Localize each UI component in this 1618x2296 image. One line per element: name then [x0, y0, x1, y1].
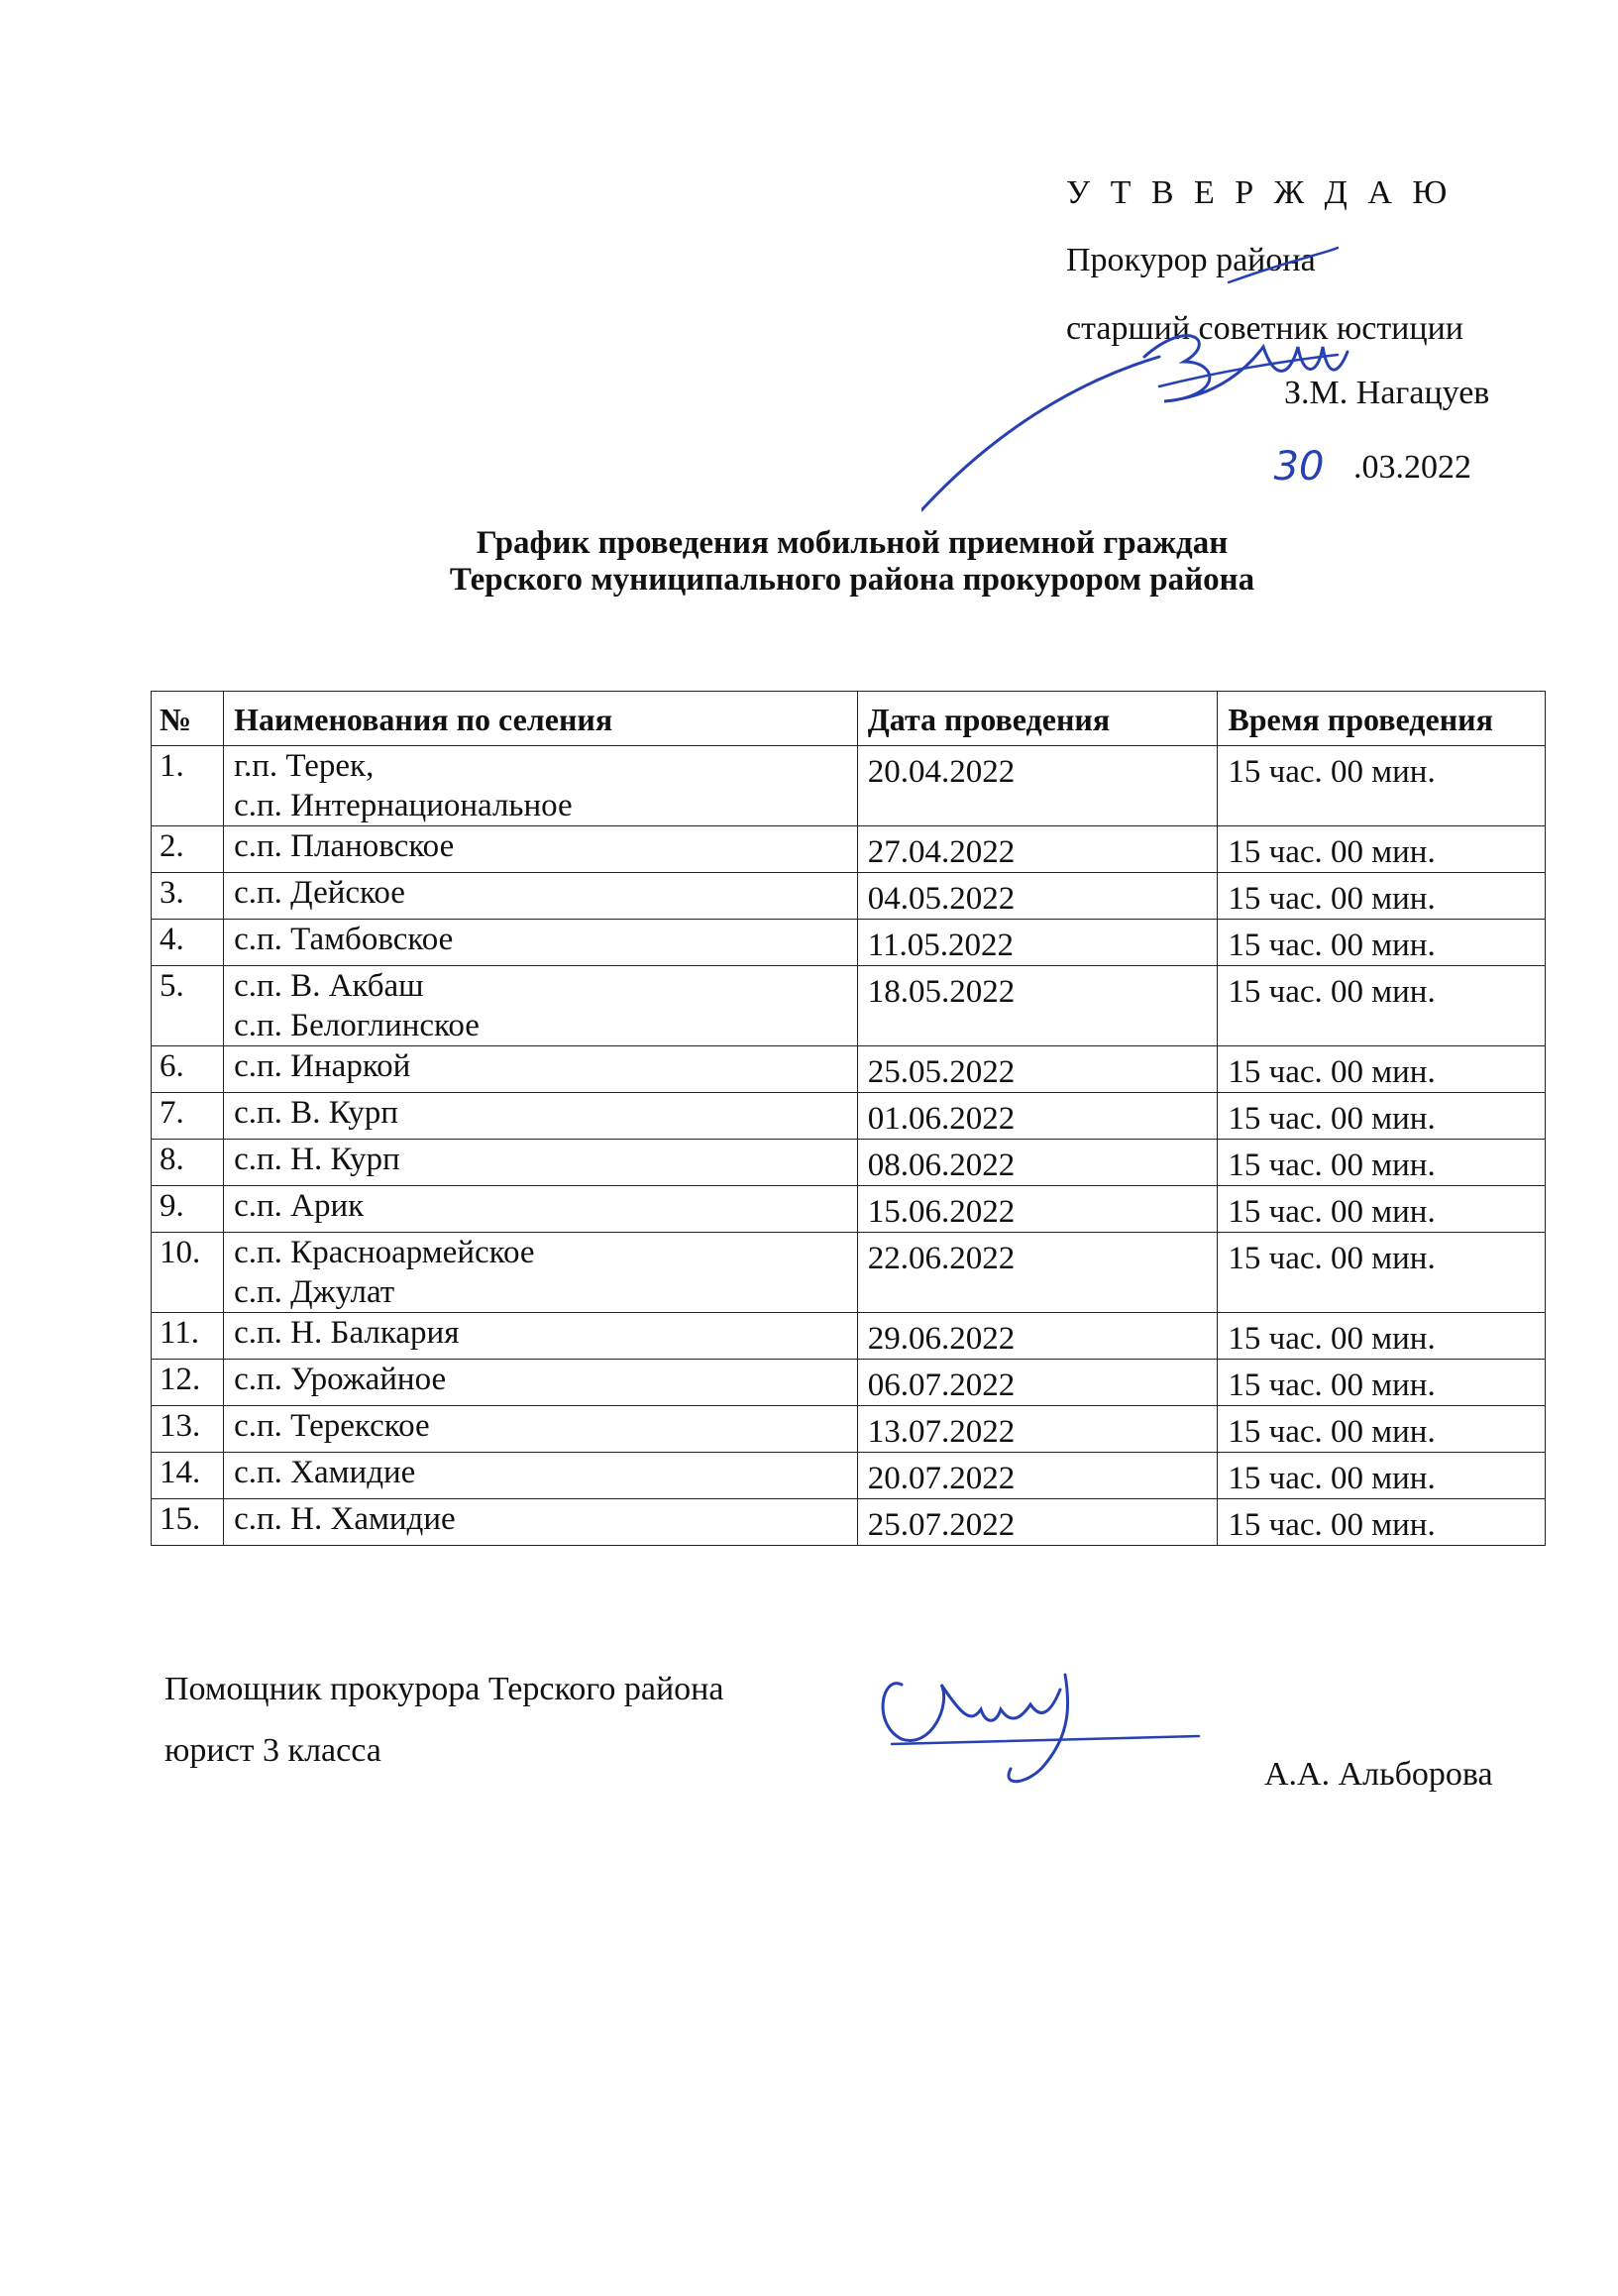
row-number: 5.	[152, 966, 224, 1046]
settlement-name-secondary: с.п. Белоглинское	[234, 1008, 480, 1043]
row-settlement	[224, 1406, 858, 1453]
table-row	[152, 1046, 1546, 1093]
row-settlement	[224, 920, 858, 966]
row-number: 9.	[152, 1186, 224, 1233]
row-settlement	[224, 873, 858, 920]
header-num: №	[152, 692, 224, 746]
row-date: 20.04.2022	[857, 746, 1218, 826]
settlement-name: с.п. Терекское	[234, 1408, 430, 1444]
row-date: 15.06.2022	[857, 1186, 1218, 1233]
table-row	[152, 1140, 1546, 1186]
table-row	[152, 920, 1546, 966]
row-number: 1.	[152, 746, 224, 826]
row-date: 08.06.2022	[857, 1140, 1218, 1186]
table-row	[152, 826, 1546, 873]
settlement-name-secondary: с.п. Джулат	[234, 1274, 395, 1310]
document-title	[297, 525, 1407, 599]
settlement-name: с.п. Н. Балкария	[234, 1315, 460, 1351]
row-number: 8.	[152, 1140, 224, 1186]
row-settlement	[224, 966, 858, 1046]
row-number: 14.	[152, 1453, 224, 1499]
settlement-name: с.п. В. Курп	[234, 1095, 398, 1131]
row-settlement	[224, 1313, 858, 1360]
row-time: 15 час. 00 мин.	[1218, 920, 1546, 966]
row-number: 13.	[152, 1406, 224, 1453]
row-time: 15 час. 00 мин.	[1218, 1233, 1546, 1313]
row-number: 12.	[152, 1360, 224, 1406]
row-settlement	[224, 1046, 858, 1093]
approval-heading: У Т В Е Р Ж Д А Ю	[1066, 174, 1454, 211]
table-row	[152, 1093, 1546, 1140]
table-row	[152, 1499, 1546, 1546]
row-number: 7.	[152, 1093, 224, 1140]
assistant-rank: юрист 3 класса	[164, 1732, 381, 1769]
settlement-name: с.п. Плановское	[234, 828, 455, 864]
row-number: 10.	[152, 1233, 224, 1313]
row-settlement	[224, 1186, 858, 1233]
row-number: 2.	[152, 826, 224, 873]
table-header-row	[152, 692, 1546, 746]
settlement-name: с.п. Арик	[234, 1188, 365, 1224]
prosecutor-signature	[921, 238, 1437, 525]
row-settlement	[224, 1499, 858, 1546]
settlement-name: г.п. Терек,	[234, 748, 375, 784]
row-time: 15 час. 00 мин.	[1218, 1140, 1546, 1186]
table-row	[152, 1360, 1546, 1406]
row-date: 29.06.2022	[857, 1313, 1218, 1360]
row-date: 25.05.2022	[857, 1046, 1218, 1093]
row-time: 15 час. 00 мин.	[1218, 1186, 1546, 1233]
settlement-name: с.п. Урожайное	[234, 1362, 447, 1397]
settlement-name: с.п. Н. Хамидие	[234, 1501, 456, 1537]
settlement-name: с.п. В. Акбаш	[234, 968, 424, 1004]
approver-rank: старший советник юстиции	[1066, 310, 1463, 347]
table-row	[152, 966, 1546, 1046]
table-body	[152, 746, 1546, 1546]
row-date: 25.07.2022	[857, 1499, 1218, 1546]
settlement-name: с.п. Красноармейское	[234, 1235, 535, 1270]
table-row	[152, 1453, 1546, 1499]
row-date: 20.07.2022	[857, 1453, 1218, 1499]
row-settlement	[224, 826, 858, 873]
row-date: 11.05.2022	[857, 920, 1218, 966]
row-date: 13.07.2022	[857, 1406, 1218, 1453]
row-number: 4.	[152, 920, 224, 966]
approver-name: З.М. Нагацуев	[1284, 375, 1490, 411]
settlement-name-secondary: с.п. Интернациональное	[234, 788, 573, 823]
row-time: 15 час. 00 мин.	[1218, 1046, 1546, 1093]
row-time: 15 час. 00 мин.	[1218, 1313, 1546, 1360]
row-number: 15.	[152, 1499, 224, 1546]
row-settlement	[224, 1140, 858, 1186]
row-number: 3.	[152, 873, 224, 920]
settlement-name: с.п. Хамидие	[234, 1455, 416, 1490]
row-settlement	[224, 1093, 858, 1140]
row-date: 22.06.2022	[857, 1233, 1218, 1313]
approver-position: Прокурор района	[1066, 242, 1316, 278]
settlement-name: с.п. Дейское	[234, 875, 405, 911]
row-time: 15 час. 00 мин.	[1218, 966, 1546, 1046]
row-date: 06.07.2022	[857, 1360, 1218, 1406]
row-settlement	[224, 1233, 858, 1313]
row-time: 15 час. 00 мин.	[1218, 1360, 1546, 1406]
row-time: 15 час. 00 мин.	[1218, 746, 1546, 826]
row-time: 15 час. 00 мин.	[1218, 1406, 1546, 1453]
assistant-signature	[872, 1665, 1209, 1813]
table-row	[152, 1233, 1546, 1313]
row-time: 15 час. 00 мин.	[1218, 1499, 1546, 1546]
settlement-name: с.п. Инаркой	[234, 1048, 411, 1084]
row-time: 15 час. 00 мин.	[1218, 873, 1546, 920]
row-time: 15 час. 00 мин.	[1218, 1453, 1546, 1499]
title-line-2: Терского муниципального района прокурором района	[449, 562, 1255, 598]
approval-date-day-handwritten: 30	[1273, 444, 1325, 490]
settlement-name: с.п. Н. Курп	[234, 1142, 400, 1177]
row-number: 6.	[152, 1046, 224, 1093]
title-line-1: График проведения мобильной приемной граждан	[476, 525, 1229, 561]
row-date: 04.05.2022	[857, 873, 1218, 920]
row-time: 15 час. 00 мин.	[1218, 826, 1546, 873]
row-number: 11.	[152, 1313, 224, 1360]
row-date: 27.04.2022	[857, 826, 1218, 873]
schedule-table	[151, 691, 1546, 1546]
header-date: Дата проведения	[857, 692, 1218, 746]
row-time: 15 час. 00 мин.	[1218, 1093, 1546, 1140]
header-time: Время проведения	[1218, 692, 1546, 746]
approval-date-rest: .03.2022	[1353, 449, 1471, 486]
settlement-name: с.п. Тамбовское	[234, 922, 454, 957]
row-date: 01.06.2022	[857, 1093, 1218, 1140]
table-row	[152, 1186, 1546, 1233]
table-row	[152, 746, 1546, 826]
row-settlement	[224, 746, 858, 826]
table-row	[152, 1313, 1546, 1360]
table-row	[152, 1406, 1546, 1453]
row-settlement	[224, 1360, 858, 1406]
row-settlement	[224, 1453, 858, 1499]
assistant-position: Помощник прокурора Терского района	[164, 1671, 724, 1707]
row-date: 18.05.2022	[857, 966, 1218, 1046]
assistant-name: А.А. Альборова	[1264, 1756, 1493, 1793]
table-row	[152, 873, 1546, 920]
header-name: Наименования по селения	[224, 692, 858, 746]
